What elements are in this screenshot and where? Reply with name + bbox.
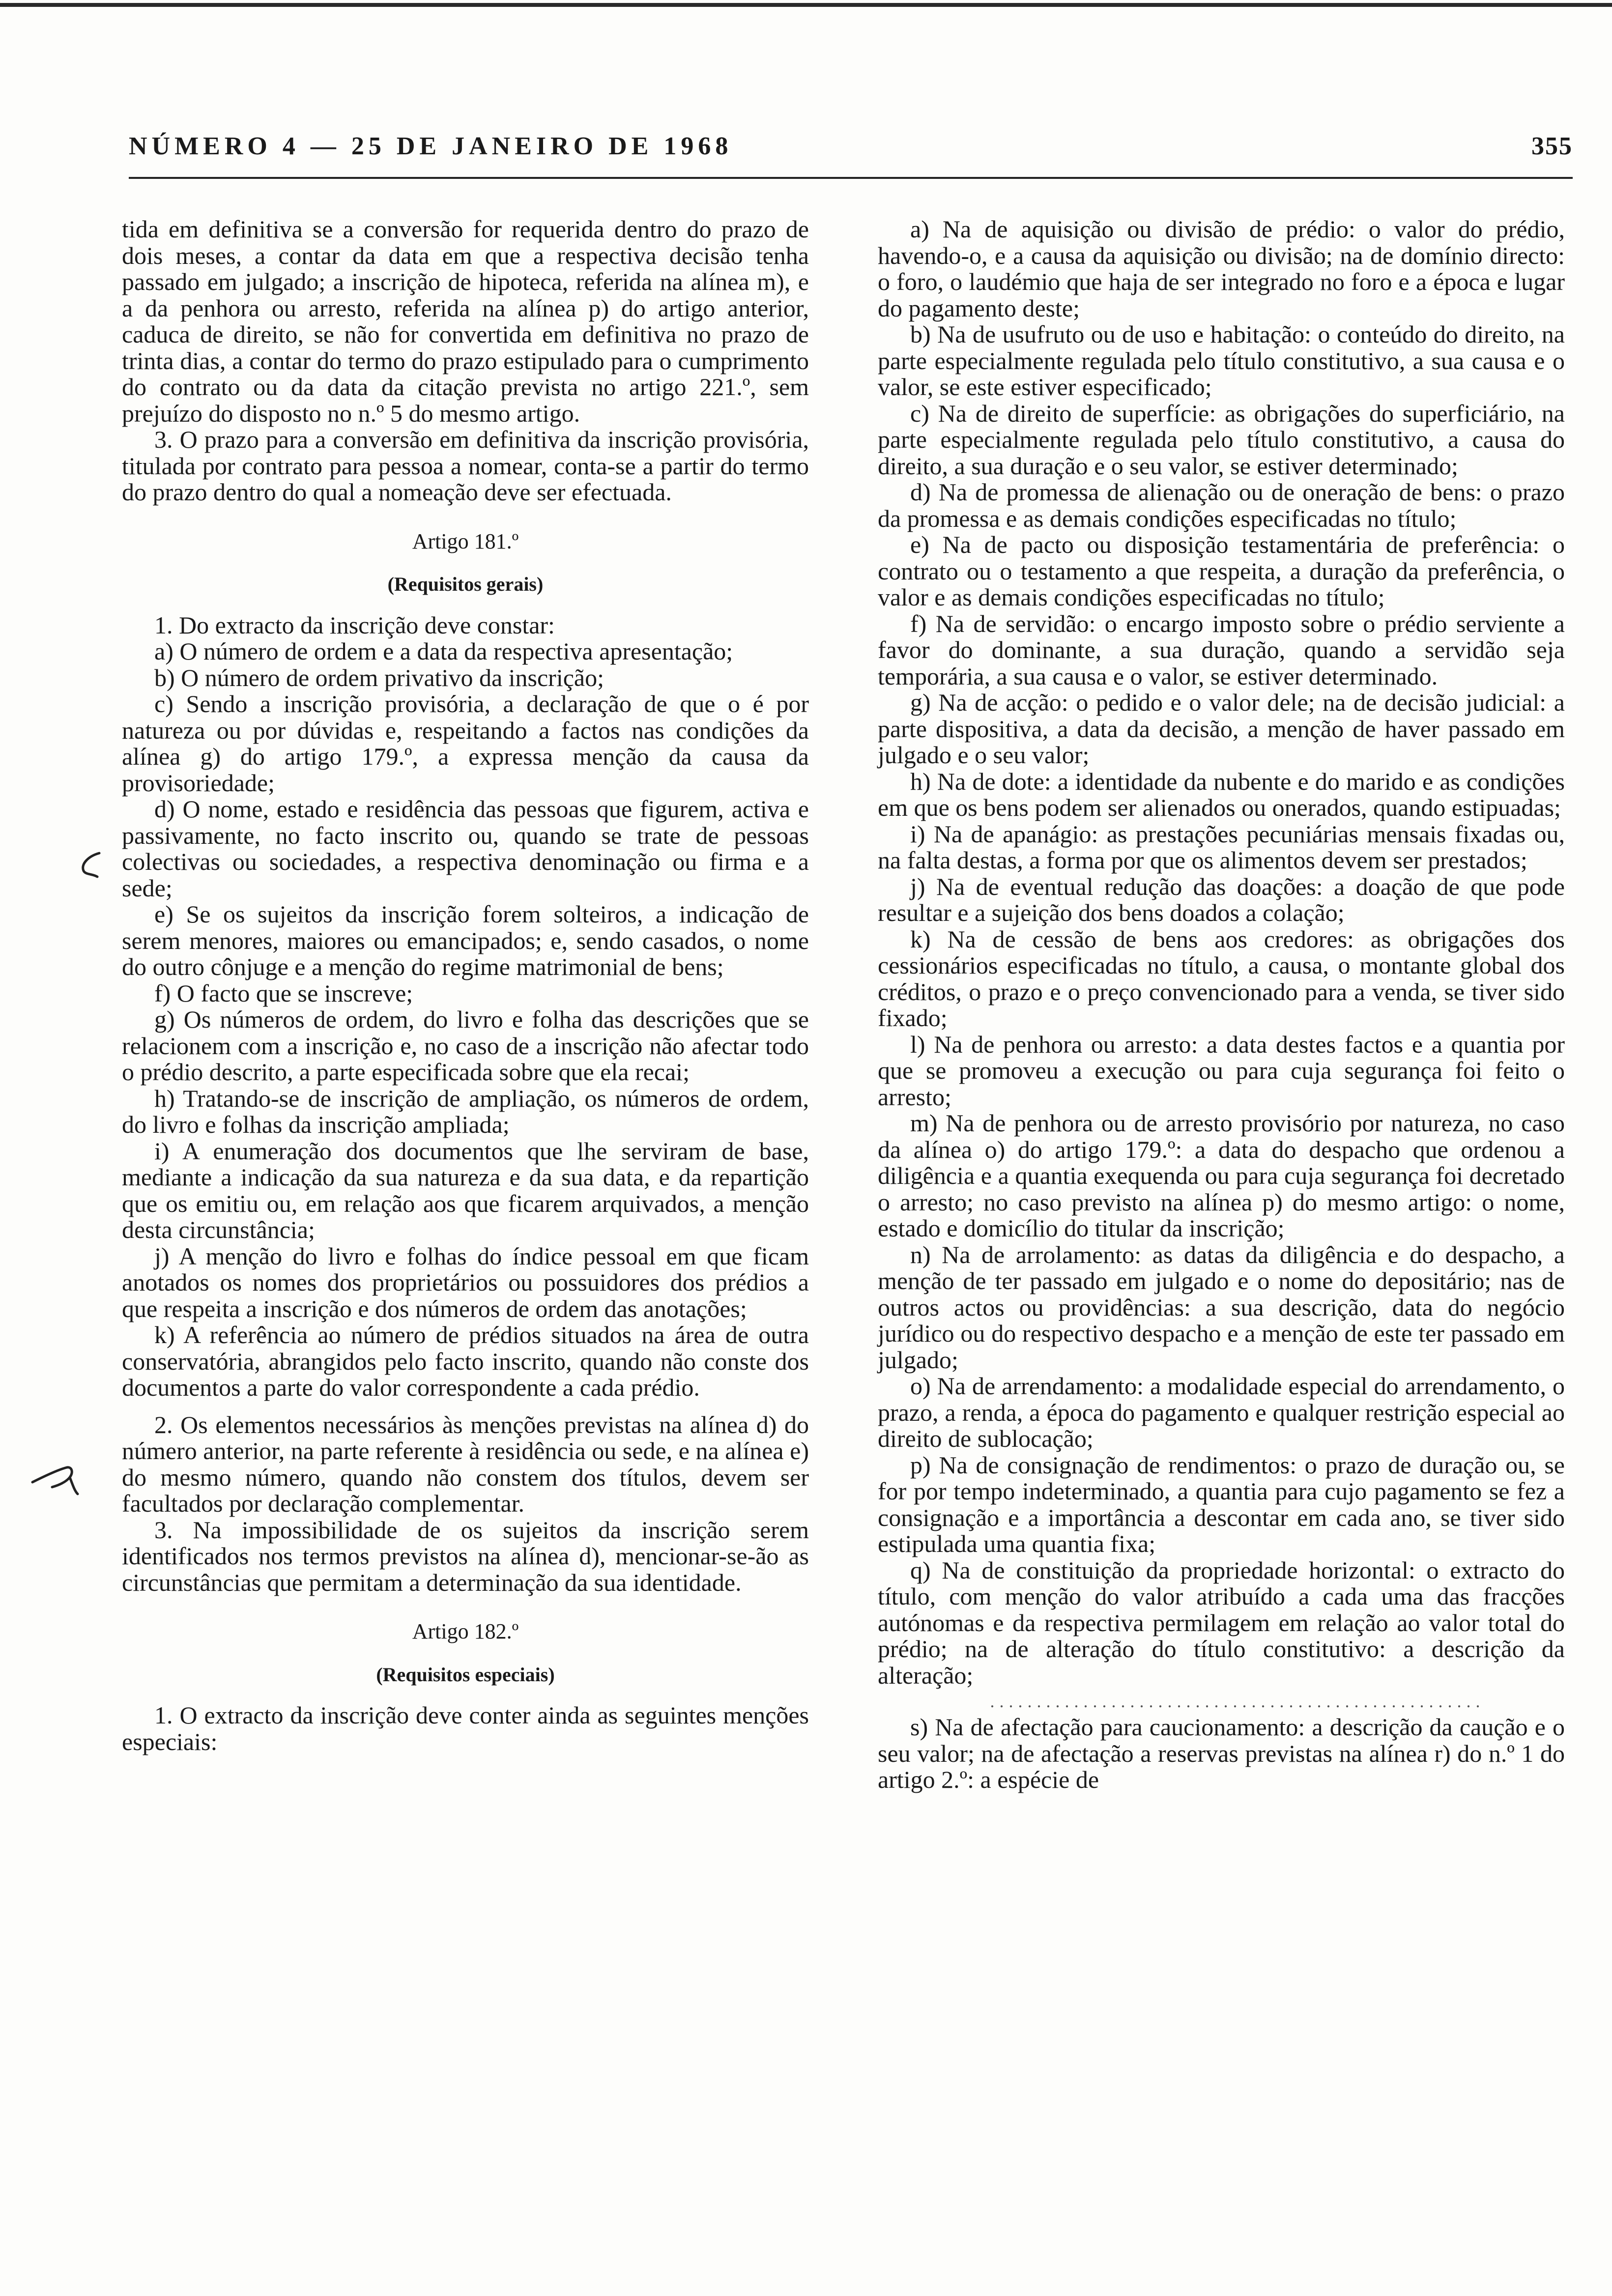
paragraph: 3. Na impossibilidade de os sujeitos da inscrição serem identificados nos termos previstos na alínea d), mencionar-se-ão as circunstâncias que permitam a determinação da sua identidade. [122,1516,809,1596]
list-item: i) Na de apanágio: as prestações pecuniárias mensais fixadas ou, na falta destas, a forma por que os alimentos devem ser prestados; [878,820,1565,874]
list-item: c) Sendo a inscrição provisória, a declaração de que o é por natureza ou por dúvidas e, respeitando a factos nas condições da alínea g) do artigo 179.º, a expressa menção da causa da provisoriedade; [122,690,809,797]
list-item: q) Na de constituição da propriedade horizontal: o extracto do título, com menção do valor atribuído a cada uma das fracções autónomas e da respectiva permilagem em relação ao valor total do prédio; na de alteração do título constitutivo: a descrição da alteração; [878,1556,1565,1689]
list-item: e) Se os sujeitos da inscrição forem solteiros, a indicação de serem menores, maiores ou emancipados; e, sendo casados, o nome do outro cônjuge e a menção do regime matrimonial de bens; [122,900,809,980]
header-title: NÚMERO 4 — 25 DE JANEIRO DE 1968 [129,132,733,160]
list-item: f) O facto que se inscreve; [154,979,413,1007]
list-item: o) Na de arrendamento: a modalidade especial do arrendamento, o prazo, a renda, a época do pagamento e qualquer restrição especial ao direito de sublocação; [878,1372,1565,1452]
list-item: f) Na de servidão: o encargo imposto sobre o prédio serviente a favor do dominante, a sua duração, quando a servidão seja temporária, a sua causa e o valor, se estiver determinado. [878,609,1565,690]
handwritten-margin-mark-icon [69,849,108,884]
list-item: j) A menção do livro e folhas do índice pessoal em que ficam anotados os nomes dos proprietários ou possuidores dos prédios a que respeita a inscrição e dos números de ordem das anotações; [122,1242,809,1322]
list-item: h) Tratando-se de inscrição de ampliação, os números de ordem, do livro e folhas da inscrição ampliada; [122,1084,809,1138]
list-item: k) A referência ao número de prédios situados na área de outra conservatória, abrangidos pelo facto inscrito, quando não conste dos documentos a parte do valor correspondente a cada prédio. [122,1321,809,1401]
paragraph: 3. O prazo para a conversão em definitiva da inscrição provisória, titulada por contrato para pessoa a nomear, conta-se a partir do termo do prazo dentro do qual a nomeação deve ser efectuada. [122,426,809,506]
header-rule [129,177,1573,179]
article-182-title: Artigo 182.º [412,1619,519,1643]
article-181-title: Artigo 181.º [412,529,519,553]
list-item: c) Na de direito de superfície: as obrigações do superficiário, na parte especialmente regulada pelo título constitutivo, a causa do direito, a sua duração e o seu valor, se estiver determinado; [878,399,1565,480]
list-item: m) Na de penhora ou de arresto provisório por natureza, no caso da alínea o) do artigo 179.º: a data do despacho que ordenou a diligência e a quantia exequenda ou para cuja segurança foi decretado o arresto; no caso previsto na alínea p) do mesmo artigo: o nome, estado e domicílio do titular da inscrição; [878,1109,1565,1242]
list-item: l) Na de penhora ou arresto: a data destes factos e a quantia por que se promoveu a execução ou para cuja segurança foi feito o arresto; [878,1030,1565,1111]
list-item: d) O nome, estado e residência das pessoas que figurem, activa e passivamente, no facto inscrito ou, quando se trate de pessoas colectivas ou sociedades, a respectiva denominação ou firma e a sede; [122,795,809,902]
top-border-line [0,3,1612,7]
list-item: h) Na de dote: a identidade da nubente e do marido e as condições em que os bens podem ser alienados ou onerados, quando estipuadas; [878,767,1565,821]
handwritten-arrow-mark-icon [29,1463,84,1497]
article-181-subtitle: (Requisitos gerais) [387,573,544,595]
left-column [122,216,809,1755]
list-item: n) Na de arrolamento: as datas da diligência e do despacho, a menção de ter passado em julgado e o nome do depositário; nas de outros actos ou providências: a sua descrição, data do negócio jurídico ou do respectivo despacho e a menção de este ter passado em julgado; [878,1240,1565,1374]
article-182-subtitle: (Requisitos especiais) [376,1663,555,1686]
list-item: b) O número de ordem privativo da inscrição; [154,663,604,691]
list-item: k) Na de cessão de bens aos credores: as obrigações dos cessionários especificadas no título, a causa, o montante global dos créditos, o prazo e o preço convencionado para a venda, se tiver sido fixado; [878,925,1565,1032]
list-item: j) Na de eventual redução das doações: a doação de que pode resultar e a sujeição dos bens doados a colação; [878,872,1565,926]
list-item: g) Na de acção: o pedido e o valor dele; na de decisão judicial: a parte dispositiva, a data da decisão, a menção de haver passado em julgado e o seu valor; [878,689,1565,769]
list-item: i) A enumeração dos documentos que lhe serviram de base, mediante a indicação da sua natureza e da sua data, e da repartição que os emitiu ou, em relação aos que ficarem arquivados, a menção desta circunstância; [122,1137,809,1243]
list-item: a) O número de ordem e a data da respectiva apresentação; [154,637,733,665]
page-header [129,132,1573,166]
paragraph: 2. Os elementos necessários às menções previstas na alínea d) do número anterior, na parte referente à residência ou sede, e na alínea e) do mesmo número, quando não constem dos títulos, devem ser facultados por declaração complementar. [122,1410,809,1517]
paragraph: tida em definitiva se a conversão for requerida dentro do prazo de dois meses, a contar da data em que a respectiva decisão tenha passado em julgado; a inscrição de hipoteca, referida na alínea m), e a da penhora ou arresto, referida na alínea p) do artigo anterior, caduca de direito, se não for convertida em definitiva no prazo de trinta dias, a contar do termo do prazo estipulado para o cumprimento do contrato ou da data da citação prevista no artigo 221.º, sem prejuízo do disposto no n.º 5 do mesmo artigo. [122,215,809,427]
list-item: s) Na de afectação para caucionamento: a descrição da caução e o seu valor; na de afectação a reservas previstas na alínea r) do n.º 1 do artigo 2.º: a espécie de [878,1713,1565,1793]
list-item: p) Na de consignação de rendimentos: o prazo de duração ou, se for por tempo indeterminado, a quantia para cujo pagamento se fez a consignação e a importância a descontar em cada ano, se tiver sido estipulada uma quantia fixa; [878,1451,1565,1557]
list-item: d) Na de promessa de alienação ou de oneração de bens: o prazo da promessa e as demais condições especificadas no título; [878,478,1565,532]
list-item: b) Na de usufruto ou de uso e habitação: o conteúdo do direito, na parte especialmente regulada pelo título constitutivo, a sua causa e o valor, se este estiver especificado; [878,320,1565,401]
paragraph: 1. O extracto da inscrição deve conter ainda as seguintes menções especiais: [122,1701,809,1755]
omission-dots: ..................................................... [990,1692,1485,1711]
list-item: g) Os números de ordem, do livro e folha das descrições que se relacionem com a inscrição e, no caso de a inscrição não afectar todo o prédio descrito, a parte especificada sobre que ela recai; [122,1005,809,1086]
page-number: 355 [1531,132,1573,160]
paragraph: 1. Do extracto da inscrição deve constar: [154,611,555,639]
list-item: e) Na de pacto ou disposição testamentária de preferência: o contrato ou o testamento a que respeita, a duração da preferência, o valor e as demais condições especificadas no título; [878,531,1565,611]
list-item: a) Na de aquisição ou divisão de prédio: o valor do prédio, havendo-o, e a causa da aquisição ou divisão; na de domínio directo: o foro, o laudémio que haja de ser integrado no foro e a época e lugar do pagamento deste; [878,215,1565,322]
right-column [878,216,1565,1793]
